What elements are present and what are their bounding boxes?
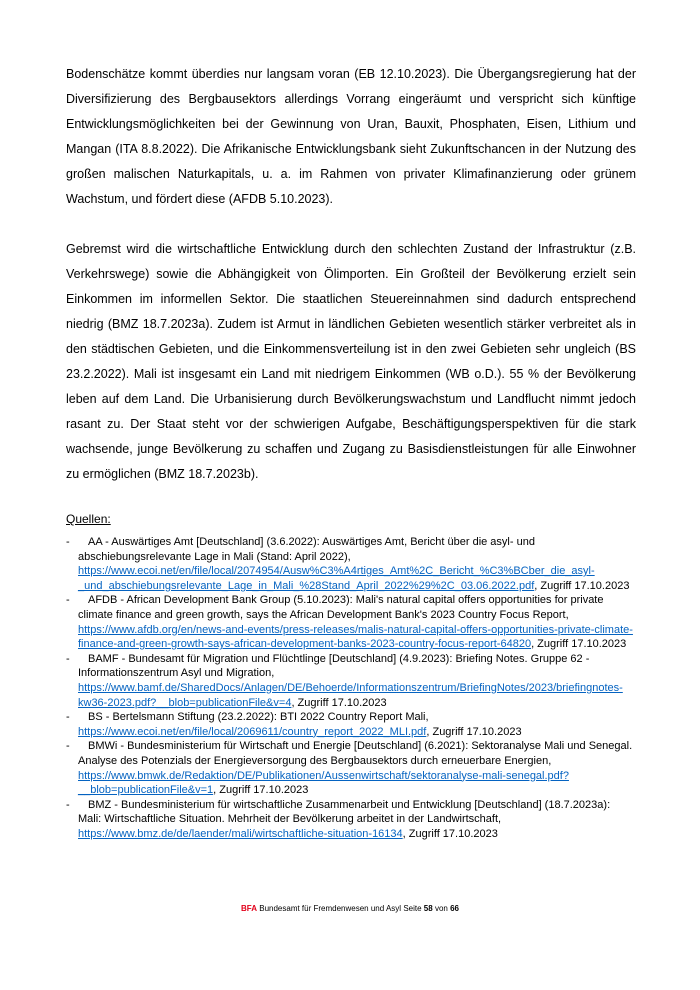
sources-heading	[66, 512, 636, 526]
source-item	[66, 710, 636, 739]
source-url-link[interactable]: https://www.bmz.de/de/laender/mali/wirtschaftliche-situation-16134	[78, 827, 403, 840]
source-url-link[interactable]: https://www.ecoi.net/en/file/local/2069611/country_report_2022_MLI.pdf	[78, 725, 427, 738]
source-citation-text: , Zugriff 17.10.2023	[213, 784, 309, 797]
document-content	[66, 62, 636, 841]
source-citation-text: , Zugriff 17.10.2023	[426, 725, 522, 738]
source-citation-text: AA - Auswärtiges Amt [Deutschland] (3.6.2022): Auswärtiges Amt, Bericht über die asyl- und abschiebungsrelevante Lage in Mali (Stand: April 2022),	[78, 536, 535, 563]
sources-heading-label: Quellen:	[66, 512, 111, 526]
footer-page-total: 66	[450, 904, 459, 913]
bfa-logo: BFA	[241, 904, 257, 913]
source-citation-text: BS - Bertelsmann Stiftung (23.2.2022): BTI 2022 Country Report Mali,	[88, 711, 429, 724]
source-citation-text: , Zugriff 17.10.2023	[291, 696, 387, 709]
source-url-link[interactable]: https://www.bmwk.de/Redaktion/DE/Publikationen/Aussenwirtschaft/sektoranalyse-mali-senegal.pdf?__blob=publicationFile&v=1	[78, 769, 569, 797]
source-url-link[interactable]: https://www.afdb.org/en/news-and-events/press-releases/malis-natural-capital-offers-opportunities-private-climate-finance-and-green-growth-says-african-development-banks-2023-country-focus-report-64820	[78, 623, 633, 651]
footer-of-label: von	[434, 904, 448, 913]
source-item	[66, 739, 636, 797]
paragraph-mining-outlook: Bodenschätze kommt überdies nur langsam voran (EB 12.10.2023). Die Übergangsregierung hat der Diversifizierung des Bergbausektors allerdings Vorrang eingeräumt und verspricht sich künftige Entwicklungsmöglichkeiten bei der Gewinnung von Uran, Bauxit, Phosphaten, Eisen, Lithium und Mangan (ITA 8.8.2022). Die Afrikanische Entwicklungsbank sieht Zukunftschancen in der Nutzung des großen malischen Naturkapitals, u. a. im Rahmen von privater Klimafinanzierung oder grünem Wachstum, und fördert diese (AFDB 5.10.2023).	[66, 67, 636, 206]
source-url-link[interactable]: https://www.ecoi.net/en/file/local/2074954/Ausw%C3%A4rtiges_Amt%2C_Bericht_%C3%BCber_die_asyl-_und_abschiebungsrelevante_Lage_in_Mali_%28Stand_April_2022%29%2C_03.06.2022.pdf	[78, 565, 595, 592]
source-item	[66, 535, 636, 593]
source-item	[66, 593, 636, 651]
source-item	[66, 798, 636, 842]
source-item	[66, 652, 636, 710]
source-citation-text: BMWi - Bundesministerium für Wirtschaft und Energie [Deutschland] (6.2021): Sektoranalyse Mali und Senegal. Analyse des Potenzials der Energieversorgung des Bergbausektors durch erneuerbare Energien,	[78, 740, 633, 767]
footer-page-label: Seite	[403, 904, 422, 913]
source-citation-text: BAMF - Bundesamt für Migration und Flüchtlinge [Deutschland] (4.9.2023): Briefing Notes. Gruppe 62 - Informationszentrum Asyl und Migration,	[78, 652, 590, 680]
source-citation-text: , Zugriff 17.10.2023	[534, 579, 630, 592]
footer-org-name: Bundesamt für Fremdenwesen und Asyl	[259, 904, 402, 913]
source-citation-text: , Zugriff 17.10.2023	[531, 638, 627, 651]
source-citation-text: BMZ - Bundesministerium für wirtschaftliche Zusammenarbeit und Entwicklung [Deutschland] (18.7.2023a): Mali: Wirtschaftliche Situation. Mehrheit der Bevölkerung arbeitet in der Landwirtschaft,	[78, 798, 611, 826]
paragraph-economic-development: Gebremst wird die wirtschaftliche Entwicklung durch den schlechten Zustand der Infrastruktur (z.B. Verkehrswege) sowie die Abhängigkeit von Ölimporten. Ein Großteil der Bevölkerung erzielt sein Einkommen im informellen Sektor. Die staatlichen Steuereinnahmen sind dadurch entsprechend niedrig (BMZ 18.7.2023a). Zudem ist Armut in ländlichen Gebieten wesentlich stärker verbreitet als in den städtischen Gebieten, und die Einkommensverteilung ist in den zwei Gebieten sehr ungleich (BS 23.2.2022). Mali ist insgesamt ein Land mit niedrigem Einkommen (WB o.D.). 55 % der Bevölkerung leben auf dem Land. Die Urbanisierung durch Bevölkerungswachstum und Landflucht nimmt jedoch rasant zu. Der Staat steht vor der schwierigen Aufgabe, Beschäftigungsperspektiven für die stark wachsende, junge Bevölkerung zu schaffen und Zugang zu Basisdienstleistungen für alle Einwohner zu ermöglichen (BMZ 18.7.2023b).	[66, 242, 636, 481]
page-footer	[0, 904, 700, 913]
sources-list	[66, 535, 636, 841]
source-citation-text: , Zugriff 17.10.2023	[402, 827, 498, 840]
source-citation-text: AFDB - African Development Bank Group (5.10.2023): Mali's natural capital offers opportunities for private climate finance and green growth, says the African Development Bank's 2023 Country Focus Report,	[78, 594, 604, 621]
source-url-link[interactable]: https://www.bamf.de/SharedDocs/Anlagen/DE/Behoerde/Informationszentrum/BriefingNotes/2023/briefingnotes-kw36-2023.pdf?__blob=publicationFile&v=4	[78, 681, 623, 709]
footer-page-current: 58	[423, 904, 433, 913]
